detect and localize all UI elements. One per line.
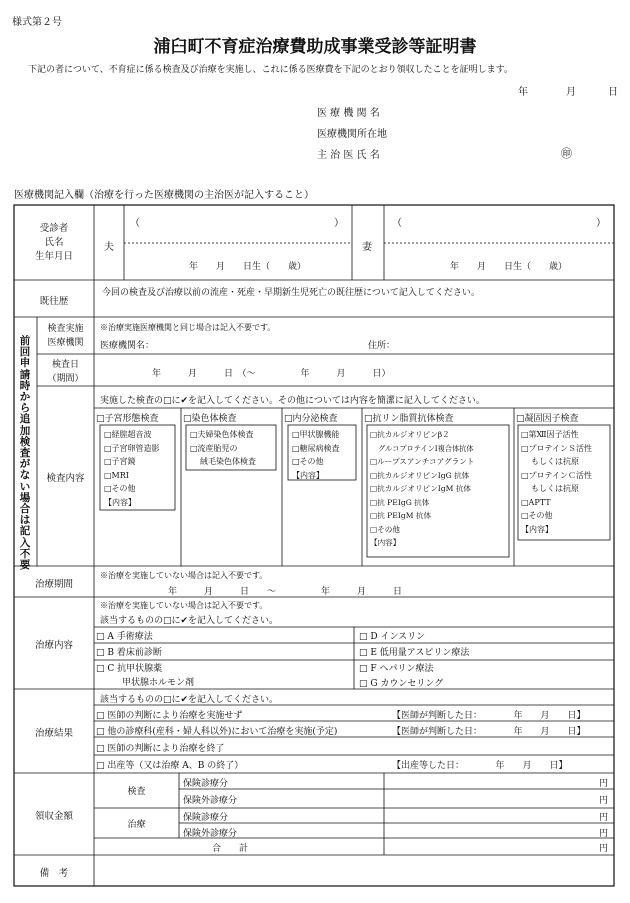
fees-treatment-label: 治療 bbox=[127, 820, 146, 830]
exam-institution-label-line: 医療機関 bbox=[47, 338, 84, 348]
exam-option-checkbox[interactable]: □流産胎児の bbox=[190, 443, 238, 453]
exam-option-checkbox[interactable]: □その他 bbox=[292, 457, 324, 466]
treatment-content-note: ※治療を実施していない場合は記入不要です。 bbox=[100, 601, 268, 610]
treatment-counseling-checkbox[interactable]: □ G カウンセリング bbox=[359, 679, 444, 689]
treatment-period-note: ※治療を実施していない場合は記入不要です。 bbox=[100, 571, 268, 580]
exam-institution-note: ※治療実施医療機関と同じ場合は記入不要です。 bbox=[100, 323, 276, 332]
exam-endocrine-items bbox=[292, 428, 340, 482]
fees-exam-insured-label: 保険診療分 bbox=[183, 779, 229, 789]
patient-label-line: 生年月日 bbox=[34, 251, 73, 262]
fees-total-label: 合 計 bbox=[212, 844, 249, 854]
exam-date-label bbox=[37, 358, 94, 386]
wife-paren-open: （ bbox=[392, 218, 402, 229]
exam-institution-label bbox=[37, 322, 94, 350]
exam-option-label: 絨毛染色体検査 bbox=[200, 457, 256, 466]
exam-institution-name-field[interactable]: 医療機関名： bbox=[100, 341, 155, 351]
exam-option-checkbox[interactable]: □甲状腺機能 bbox=[292, 430, 340, 439]
fees-label: 領収金額 bbox=[34, 811, 73, 822]
certification-statement: 下記の者について、不育症に係る検査及び治療を実施し、これに係る医療費を下記のとおり領収したことを証明します。 bbox=[28, 65, 513, 75]
institution-address-label: 医療機関所在地 bbox=[317, 129, 387, 140]
treatment-insulin-checkbox[interactable]: □ D インスリン bbox=[359, 632, 426, 642]
treatment-pgt-checkbox[interactable]: □ B 着床前診断 bbox=[96, 648, 162, 658]
result-other-dept-checkbox[interactable]: □ 他の診療科(産科・婦人科以外)において治療を実施(予定) bbox=[96, 727, 338, 737]
patient-label bbox=[14, 222, 94, 264]
husband-birth-field[interactable]: 年 月 日生（ 歳） bbox=[189, 262, 307, 272]
result-not-performed-checkbox[interactable]: □ 医師の判断により治療を実施せず bbox=[96, 711, 243, 721]
wife-birth-field[interactable]: 年 月 日生（ 歳） bbox=[450, 262, 568, 272]
fees-treatment-insured-label: 保険診療分 bbox=[183, 813, 229, 823]
document-title: 浦臼町不育症治療費助成事業受診等証明書 bbox=[153, 37, 477, 57]
exam-option-checkbox[interactable]: □経腟超音波 bbox=[104, 430, 152, 439]
treatment-aspirin-checkbox[interactable]: □ E 低用量アスピリン療法 bbox=[359, 648, 470, 658]
exam-antiphospholipid-items bbox=[370, 428, 474, 550]
fees-yen-unit: 円 bbox=[599, 844, 609, 854]
wife-label: 妻 bbox=[362, 242, 372, 253]
fees-exam-label: 検査 bbox=[127, 787, 146, 797]
history-instruction: 今回の検査及び治療以前の流産・死産・早期新生児死亡の既往歴について記入してください。 bbox=[102, 288, 480, 298]
form-number: 様式第２号 bbox=[12, 17, 62, 28]
patient-label-line: 受診者 bbox=[39, 223, 69, 234]
exam-option-checkbox[interactable]: □抗 PEIgG 抗体 bbox=[370, 497, 430, 507]
exam-chromosome-items bbox=[190, 428, 256, 469]
exam-option-label: もしくは抗原 bbox=[531, 457, 579, 466]
exam-option-checkbox[interactable]: □抗カルジオリピンβ２ bbox=[370, 430, 450, 439]
remarks-label: 備 考 bbox=[39, 868, 69, 879]
exam-option-checkbox[interactable]: □ループスアンチコアグラント bbox=[370, 457, 475, 466]
husband-label: 夫 bbox=[104, 242, 114, 253]
exam-option-checkbox[interactable]: □プロテインＣ活性 bbox=[521, 470, 592, 480]
exam-content-label: 検査内容 bbox=[46, 473, 85, 484]
exam-option-detail: 【内容】 bbox=[370, 538, 401, 547]
exam-option-checkbox[interactable]: □その他 bbox=[521, 511, 553, 520]
exam-option-checkbox[interactable]: □プロテインＳ活性 bbox=[521, 443, 592, 453]
exam-option-checkbox[interactable]: □その他 bbox=[370, 524, 400, 534]
exam-chromosome-checkbox[interactable]: □染色体検査 bbox=[183, 414, 237, 424]
exam-date-label-line: （期間） bbox=[47, 374, 84, 384]
fees-yen-unit: 円 bbox=[599, 796, 609, 806]
section-title: 医療機関記入欄（治療を行った医療機関の主治医が記入すること） bbox=[14, 190, 314, 201]
exam-option-checkbox[interactable]: □第Ⅻ因子活性 bbox=[521, 430, 579, 439]
result-not-performed-date[interactable]: 【医師が判断した日： 年 月 日】 bbox=[392, 711, 586, 721]
exam-option-detail: 【内容】 bbox=[292, 470, 324, 480]
result-delivery-date[interactable]: 【出産等した日： 年 月 日】 bbox=[392, 761, 568, 771]
treatment-result-instruction: 該当するものの□に✔を記入してください。 bbox=[100, 695, 279, 705]
previous-application-note: 前回申請時から追加検査がない場合は記入不要 bbox=[19, 335, 31, 572]
exam-content-instruction: 実施した検査の□に✔を記入してください。その他については内容を簡潔に記入してください。 bbox=[100, 396, 485, 406]
exam-option-checkbox[interactable]: □子宮卵管造影 bbox=[104, 443, 160, 453]
fees-yen-unit: 円 bbox=[599, 813, 609, 823]
exam-institution-label-line: 検査実施 bbox=[47, 324, 84, 334]
exam-institution-address-field[interactable]: 住所： bbox=[368, 341, 396, 351]
doctor-name-label: 主 治 医 氏 名 bbox=[317, 150, 380, 161]
remarks-field[interactable] bbox=[96, 857, 612, 884]
treatment-thyroid-hormone-label: 甲状腺ホルモン剤 bbox=[122, 678, 195, 688]
exam-coagulation-checkbox[interactable]: □凝固因子検査 bbox=[516, 414, 579, 424]
exam-option-checkbox[interactable]: □APTT bbox=[521, 497, 551, 507]
exam-endocrine-checkbox[interactable]: □内分泌検査 bbox=[284, 414, 338, 424]
exam-option-checkbox[interactable]: □夫婦染色体検査 bbox=[190, 430, 254, 439]
wife-paren-close: ） bbox=[596, 218, 606, 229]
history-label: 既往歴 bbox=[39, 296, 69, 307]
fees-treatment-uninsured-label: 保険外診療分 bbox=[183, 829, 238, 839]
result-other-dept-date[interactable]: 【医師が判断した日： 年 月 日】 bbox=[392, 727, 586, 737]
exam-option-label: グルコプロテインⅠ複合体抗体 bbox=[378, 443, 474, 453]
fees-yen-unit: 円 bbox=[599, 779, 609, 789]
exam-option-detail: 【内容】 bbox=[521, 524, 553, 534]
treatment-period-label: 治療期間 bbox=[34, 579, 73, 590]
result-delivery-checkbox[interactable]: □ 出産等（又は治療 A、B の終了） bbox=[96, 761, 244, 771]
exam-option-checkbox[interactable]: □その他 bbox=[104, 484, 136, 493]
treatment-content-instruction: 該当するものの□に✔を記入してください。 bbox=[100, 616, 279, 626]
seal-mark: ㊞ bbox=[561, 147, 572, 160]
exam-option-detail: 【内容】 bbox=[104, 497, 136, 507]
institution-name-label: 医 療 機 関 名 bbox=[317, 108, 380, 119]
exam-date-label-line: 検査日 bbox=[51, 360, 79, 370]
fees-yen-unit: 円 bbox=[599, 829, 609, 839]
fees-exam-uninsured-label: 保険外診療分 bbox=[183, 796, 238, 806]
exam-coagulation-items bbox=[521, 428, 592, 536]
date-day: 日 bbox=[608, 87, 618, 98]
treatment-content-label: 治療内容 bbox=[34, 640, 73, 651]
result-ended-checkbox[interactable]: □ 医師の判断により治療を終了 bbox=[96, 744, 225, 754]
treatment-result-label: 治療結果 bbox=[34, 728, 73, 739]
exam-date-field[interactable]: 年 月 日 （～ 年 月 日） bbox=[152, 369, 391, 379]
husband-paren-open: （ bbox=[130, 218, 140, 229]
exam-uterine-shape-items bbox=[104, 428, 160, 509]
exam-uterine-shape-checkbox[interactable]: □子宮形態検査 bbox=[96, 414, 159, 424]
exam-option-checkbox[interactable]: □子宮鏡 bbox=[104, 457, 136, 466]
husband-paren-close: ） bbox=[334, 218, 344, 229]
patient-label-line: 氏名 bbox=[44, 237, 64, 248]
date-month: 月 bbox=[566, 87, 576, 98]
exam-option-checkbox[interactable]: □抗 PEIgM 抗体 bbox=[370, 511, 432, 520]
treatment-surgery-checkbox[interactable]: □ A 手術療法 bbox=[96, 632, 153, 642]
exam-antiphospholipid-checkbox[interactable]: □抗リン脂質抗体検査 bbox=[364, 414, 454, 424]
exam-option-checkbox[interactable]: □抗カルジオリピンIgM 抗体 bbox=[370, 484, 471, 493]
treatment-period-field[interactable]: 年 月 日 〜 年 月 日 bbox=[168, 587, 403, 597]
treatment-heparin-checkbox[interactable]: □ F ヘパリン療法 bbox=[359, 664, 434, 674]
exam-option-checkbox[interactable]: □糖尿病検査 bbox=[292, 443, 340, 453]
exam-option-label: もしくは抗原 bbox=[531, 484, 579, 493]
treatment-antithyroid-checkbox[interactable]: □ C 抗甲状腺薬 bbox=[96, 664, 163, 674]
exam-option-checkbox[interactable]: □抗カルジオリピンIgG 抗体 bbox=[370, 470, 470, 480]
date-year: 年 bbox=[518, 87, 528, 98]
exam-option-checkbox[interactable]: □MRI bbox=[104, 470, 129, 480]
